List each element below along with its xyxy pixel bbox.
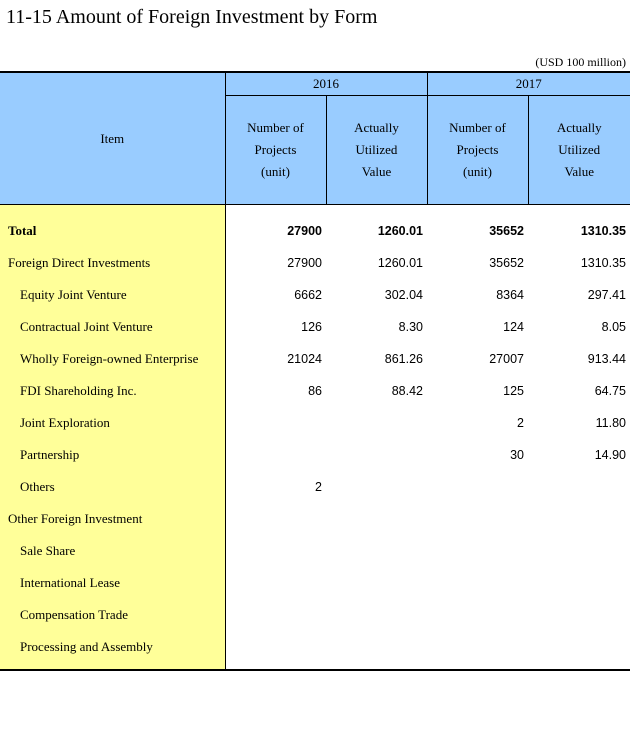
projects-2017-cell: 124	[503, 320, 524, 334]
projects-2016-cell	[225, 535, 326, 567]
row-label: Equity Joint Venture	[0, 279, 225, 311]
header-projects-2017: Number of Projects (unit)	[427, 96, 528, 205]
table-row	[0, 503, 630, 535]
value-2016-cell	[326, 535, 427, 567]
row-label: Sale Share	[0, 535, 225, 567]
page-title: 11-15 Amount of Foreign Investment by Form	[6, 6, 378, 28]
value-2016-cell: 1260.01	[377, 224, 423, 238]
value-2016-cell: 1260.01	[377, 256, 423, 270]
investment-table	[0, 71, 630, 671]
value-2017-cell: 14.90	[594, 448, 626, 462]
row-label: Wholly Foreign-owned Enterprise	[0, 343, 225, 375]
value-2017-cell: 913.44	[587, 352, 626, 366]
projects-2016-cell: 2	[315, 480, 322, 494]
projects-2017-cell	[427, 599, 528, 631]
value-2017-cell	[528, 631, 630, 670]
projects-2016-cell: 27900	[287, 256, 322, 270]
value-2016-cell: 88.42	[391, 384, 423, 398]
projects-2017-cell: 35652	[489, 256, 524, 270]
value-2017-cell: 297.41	[587, 288, 626, 302]
value-2017-cell: 64.75	[594, 384, 626, 398]
table-header	[0, 72, 630, 205]
table-row	[0, 343, 630, 375]
table-body	[0, 205, 630, 671]
row-label: Processing and Assembly	[0, 631, 225, 670]
value-2016-cell	[326, 503, 427, 535]
row-label: Joint Exploration	[0, 407, 225, 439]
projects-2017-cell	[427, 567, 528, 599]
projects-2017-cell	[427, 535, 528, 567]
table-row	[0, 567, 630, 599]
year-header-2017: 2017	[427, 72, 630, 96]
value-2016-cell: 302.04	[384, 288, 423, 302]
item-column-header: Item	[0, 72, 225, 205]
projects-2017-cell: 30	[510, 448, 524, 462]
table-row	[0, 375, 630, 407]
table-row	[0, 471, 630, 503]
value-2017-cell	[528, 471, 630, 503]
projects-2016-cell	[225, 439, 326, 471]
value-2017-cell: 1310.35	[580, 256, 626, 270]
projects-2016-cell	[225, 631, 326, 670]
table-row	[0, 535, 630, 567]
row-label: Compensation Trade	[0, 599, 225, 631]
table-row	[0, 599, 630, 631]
row-label: International Lease	[0, 567, 225, 599]
projects-2017-cell	[427, 631, 528, 670]
value-2017-cell: 11.80	[595, 416, 626, 430]
projects-2017-cell: 8364	[496, 288, 524, 302]
header-projects-2016: Number of Projects (unit)	[225, 96, 326, 205]
value-2017-cell	[528, 599, 630, 631]
projects-2016-cell: 27900	[287, 224, 322, 238]
projects-2016-cell	[225, 407, 326, 439]
projects-2016-cell: 6662	[294, 288, 322, 302]
value-2017-cell	[528, 503, 630, 535]
projects-2016-cell: 86	[308, 384, 322, 398]
table-row	[0, 247, 630, 279]
projects-2016-cell: 126	[301, 320, 322, 334]
value-2017-cell	[528, 567, 630, 599]
value-2017-cell	[528, 535, 630, 567]
projects-2017-cell	[427, 471, 528, 503]
value-2016-cell: 861.26	[384, 352, 423, 366]
value-2016-cell	[326, 567, 427, 599]
row-label: Partnership	[0, 439, 225, 471]
projects-2017-cell: 2	[517, 416, 524, 430]
projects-2016-cell: 21024	[287, 352, 322, 366]
unit-note: (USD 100 million)	[535, 55, 626, 69]
value-2016-cell	[326, 631, 427, 670]
row-label: Contractual Joint Venture	[0, 311, 225, 343]
value-2016-cell	[326, 439, 427, 471]
row-label: FDI Shareholding Inc.	[0, 375, 225, 407]
header-value-2016: Actually Utilized Value	[326, 96, 427, 205]
projects-2017-cell	[427, 503, 528, 535]
projects-2016-cell	[225, 567, 326, 599]
value-2017-cell: 1310.35	[580, 224, 626, 238]
value-2016-cell	[326, 471, 427, 503]
header-value-2017: Actually Utilized Value	[528, 96, 630, 205]
row-label: Other Foreign Investment	[0, 503, 225, 535]
year-header-2016: 2016	[225, 72, 427, 96]
value-2016-cell	[326, 407, 427, 439]
row-label: Others	[0, 471, 225, 503]
table-row	[0, 407, 630, 439]
row-label: Total	[0, 205, 225, 248]
table-row	[0, 311, 630, 343]
table-row	[0, 205, 630, 248]
projects-2017-cell: 27007	[489, 352, 524, 366]
projects-2017-cell: 35652	[489, 224, 524, 238]
projects-2016-cell	[225, 503, 326, 535]
row-label: Foreign Direct Investments	[0, 247, 225, 279]
projects-2017-cell: 125	[503, 384, 524, 398]
value-2016-cell	[326, 599, 427, 631]
table-row	[0, 279, 630, 311]
table-row	[0, 439, 630, 471]
table-row	[0, 631, 630, 670]
value-2017-cell: 8.05	[601, 320, 626, 334]
projects-2016-cell	[225, 599, 326, 631]
value-2016-cell: 8.30	[398, 320, 423, 334]
